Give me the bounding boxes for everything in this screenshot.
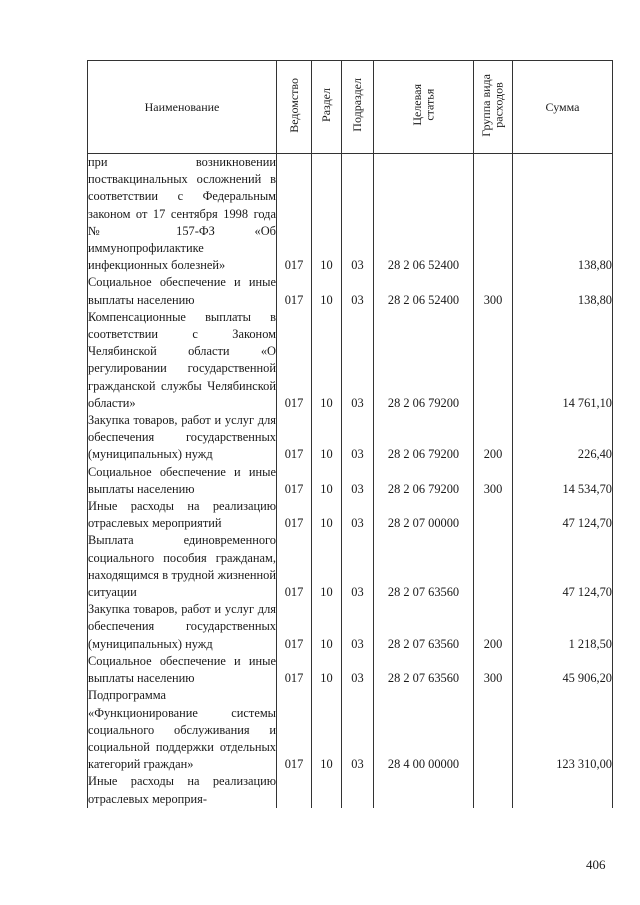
budget-table xyxy=(87,60,613,808)
row-target-article: 28 2 07 63560 xyxy=(374,532,474,601)
row-expense-group xyxy=(474,532,513,601)
row-section: 10 xyxy=(312,309,342,412)
row-section: 10 xyxy=(312,653,342,687)
row-expense-group xyxy=(474,687,513,773)
row-section xyxy=(312,773,342,807)
row-name: Иные расходы на реализацию отраслевых мероприя- xyxy=(88,773,277,807)
table-row xyxy=(88,154,613,275)
table-body xyxy=(88,154,613,808)
row-department: 017 xyxy=(277,532,312,601)
row-name: Социальное обеспечение и иные выплаты населению xyxy=(88,653,277,687)
header-name: Наименование xyxy=(88,61,277,154)
row-department: 017 xyxy=(277,601,312,653)
row-target-article xyxy=(374,773,474,807)
row-department: 017 xyxy=(277,154,312,275)
table-row xyxy=(88,412,613,464)
table-row xyxy=(88,274,613,308)
table-row xyxy=(88,309,613,412)
row-amount xyxy=(513,773,613,807)
row-subsection: 03 xyxy=(342,532,374,601)
row-target-article: 28 2 06 52400 xyxy=(374,154,474,275)
row-name: при возникновении поствакцинальных осложнений в соответствии с Федеральным законом от 17 сентября 1998 года № 157-ФЗ «Об иммунопрофилактике инфекционных болезней» xyxy=(88,154,277,275)
row-subsection xyxy=(342,773,374,807)
table-header-row xyxy=(88,61,613,154)
row-department: 017 xyxy=(277,309,312,412)
row-subsection: 03 xyxy=(342,412,374,464)
row-section: 10 xyxy=(312,687,342,773)
row-name: Компенсационные выплаты в соответствии с Законом Челябинской области «О регулировании государственной гражданской службы Челябинской области» xyxy=(88,309,277,412)
row-subsection: 03 xyxy=(342,464,374,498)
row-amount: 45 906,20 xyxy=(513,653,613,687)
header-department: Ведомство xyxy=(277,61,312,154)
row-name: Подпрограмма «Функционирование системы социального обслуживания и социальной поддержки отдельных категорий граждан» xyxy=(88,687,277,773)
row-amount: 14 761,10 xyxy=(513,309,613,412)
table-row xyxy=(88,601,613,653)
row-department xyxy=(277,773,312,807)
row-target-article: 28 2 06 52400 xyxy=(374,274,474,308)
row-expense-group xyxy=(474,309,513,412)
row-target-article: 28 4 00 00000 xyxy=(374,687,474,773)
row-expense-group: 300 xyxy=(474,464,513,498)
header-amount: Сумма xyxy=(513,61,613,154)
row-name: Закупка товаров, работ и услуг для обеспечения государственных (муниципальных) нужд xyxy=(88,412,277,464)
row-name: Выплата единовременного социального пособия гражданам, находящимся в трудной жизненной ситуации xyxy=(88,532,277,601)
row-expense-group xyxy=(474,154,513,275)
row-subsection: 03 xyxy=(342,154,374,275)
row-department: 017 xyxy=(277,412,312,464)
table-row xyxy=(88,464,613,498)
header-section: Раздел xyxy=(312,61,342,154)
header-expense-group: Группа вида расходов xyxy=(474,61,513,154)
row-subsection: 03 xyxy=(342,653,374,687)
row-amount: 47 124,70 xyxy=(513,498,613,532)
row-section: 10 xyxy=(312,532,342,601)
row-subsection: 03 xyxy=(342,687,374,773)
row-amount: 14 534,70 xyxy=(513,464,613,498)
row-target-article: 28 2 06 79200 xyxy=(374,464,474,498)
row-section: 10 xyxy=(312,154,342,275)
row-target-article: 28 2 07 63560 xyxy=(374,653,474,687)
row-name: Иные расходы на реализацию отраслевых мероприятий xyxy=(88,498,277,532)
table-row xyxy=(88,498,613,532)
row-amount: 138,80 xyxy=(513,154,613,275)
row-expense-group: 200 xyxy=(474,412,513,464)
table-row xyxy=(88,532,613,601)
row-name: Социальное обеспечение и иные выплаты населению xyxy=(88,464,277,498)
row-section: 10 xyxy=(312,412,342,464)
header-target-article: Целевая статья xyxy=(374,61,474,154)
row-expense-group xyxy=(474,498,513,532)
row-department: 017 xyxy=(277,464,312,498)
row-amount: 1 218,50 xyxy=(513,601,613,653)
row-department: 017 xyxy=(277,687,312,773)
row-department: 017 xyxy=(277,498,312,532)
table-row xyxy=(88,687,613,773)
row-name: Социальное обеспечение и иные выплаты населению xyxy=(88,274,277,308)
page-number: 406 xyxy=(586,857,606,872)
row-subsection: 03 xyxy=(342,498,374,532)
header-subsection: Подраздел xyxy=(342,61,374,154)
row-department: 017 xyxy=(277,653,312,687)
row-section: 10 xyxy=(312,274,342,308)
row-section: 10 xyxy=(312,464,342,498)
table-row xyxy=(88,653,613,687)
row-section: 10 xyxy=(312,601,342,653)
row-target-article: 28 2 06 79200 xyxy=(374,309,474,412)
row-department: 017 xyxy=(277,274,312,308)
row-expense-group: 200 xyxy=(474,601,513,653)
row-subsection: 03 xyxy=(342,274,374,308)
row-target-article: 28 2 07 63560 xyxy=(374,601,474,653)
row-name: Закупка товаров, работ и услуг для обеспечения государственных (муниципальных) нужд xyxy=(88,601,277,653)
row-subsection: 03 xyxy=(342,309,374,412)
row-target-article: 28 2 07 00000 xyxy=(374,498,474,532)
row-amount: 47 124,70 xyxy=(513,532,613,601)
row-section: 10 xyxy=(312,498,342,532)
table-row xyxy=(88,773,613,807)
row-amount: 138,80 xyxy=(513,274,613,308)
row-expense-group xyxy=(474,773,513,807)
row-expense-group: 300 xyxy=(474,274,513,308)
row-target-article: 28 2 06 79200 xyxy=(374,412,474,464)
row-amount: 123 310,00 xyxy=(513,687,613,773)
row-expense-group: 300 xyxy=(474,653,513,687)
row-subsection: 03 xyxy=(342,601,374,653)
row-amount: 226,40 xyxy=(513,412,613,464)
